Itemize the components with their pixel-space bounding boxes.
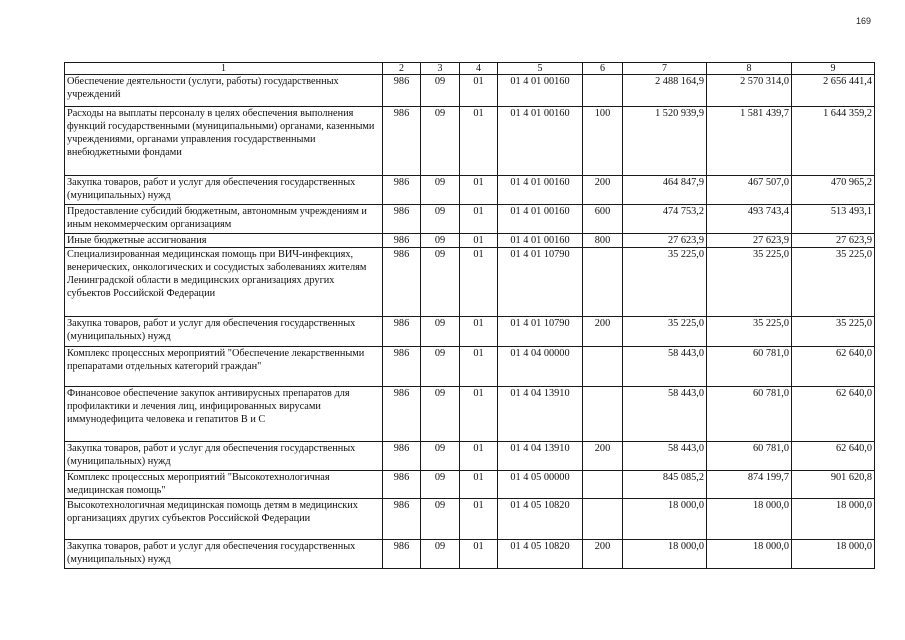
amount-col7: 58 443,0 <box>623 387 707 442</box>
column-header: 2 <box>383 63 421 75</box>
amount-col7: 35 225,0 <box>623 317 707 347</box>
table-row <box>65 107 875 176</box>
section-code: 09 <box>421 75 460 107</box>
row-description: Закупка товаров, работ и услуг для обеспечения государственных (муниципальных) нужд <box>65 442 383 471</box>
table-row <box>65 248 875 317</box>
column-header: 6 <box>583 63 623 75</box>
amount-col8: 35 225,0 <box>707 317 792 347</box>
amount-col8: 60 781,0 <box>707 387 792 442</box>
row-description: Расходы на выплаты персоналу в целях обеспечения выполнения функций государственными (муниципальными) органами, казенными учреждениями, органами управления государственными внебюджетными фондами <box>65 107 383 176</box>
target-article-code: 01 4 01 10790 <box>498 317 583 347</box>
expense-type-code <box>583 471 623 499</box>
amount-col8: 874 199,7 <box>707 471 792 499</box>
target-article-code: 01 4 04 13910 <box>498 442 583 471</box>
ministry-code: 986 <box>383 205 421 234</box>
table-row <box>65 75 875 107</box>
subsection-code: 01 <box>460 248 498 317</box>
ministry-code: 986 <box>383 107 421 176</box>
column-header: 9 <box>792 63 875 75</box>
row-description: Закупка товаров, работ и услуг для обеспечения государственных (муниципальных) нужд <box>65 317 383 347</box>
subsection-code: 01 <box>460 387 498 442</box>
budget-table <box>64 62 875 569</box>
amount-col9: 18 000,0 <box>792 499 875 540</box>
amount-col9: 18 000,0 <box>792 540 875 569</box>
section-code: 09 <box>421 387 460 442</box>
table-row <box>65 540 875 569</box>
row-description: Иные бюджетные ассигнования <box>65 234 383 248</box>
target-article-code: 01 4 05 10820 <box>498 499 583 540</box>
section-code: 09 <box>421 442 460 471</box>
ministry-code: 986 <box>383 499 421 540</box>
table-row <box>65 471 875 499</box>
expense-type-code <box>583 347 623 387</box>
amount-col8: 493 743,4 <box>707 205 792 234</box>
amount-col9: 35 225,0 <box>792 317 875 347</box>
expense-type-code <box>583 387 623 442</box>
subsection-code: 01 <box>460 442 498 471</box>
amount-col8: 1 581 439,7 <box>707 107 792 176</box>
section-code: 09 <box>421 499 460 540</box>
row-description: Комплекс процессных мероприятий "Высокотехнологичная медицинская помощь" <box>65 471 383 499</box>
amount-col9: 1 644 359,2 <box>792 107 875 176</box>
section-code: 09 <box>421 317 460 347</box>
amount-col7: 2 488 164,9 <box>623 75 707 107</box>
section-code: 09 <box>421 234 460 248</box>
target-article-code: 01 4 01 00160 <box>498 75 583 107</box>
expense-type-code: 200 <box>583 442 623 471</box>
expense-type-code: 800 <box>583 234 623 248</box>
target-article-code: 01 4 01 00160 <box>498 234 583 248</box>
ministry-code: 986 <box>383 540 421 569</box>
amount-col9: 62 640,0 <box>792 347 875 387</box>
amount-col7: 1 520 939,9 <box>623 107 707 176</box>
amount-col7: 58 443,0 <box>623 442 707 471</box>
subsection-code: 01 <box>460 107 498 176</box>
table-row <box>65 347 875 387</box>
amount-col9: 2 656 441,4 <box>792 75 875 107</box>
section-code: 09 <box>421 540 460 569</box>
table-row <box>65 205 875 234</box>
target-article-code: 01 4 04 00000 <box>498 347 583 387</box>
column-header: 8 <box>707 63 792 75</box>
amount-col8: 18 000,0 <box>707 540 792 569</box>
expense-type-code: 600 <box>583 205 623 234</box>
subsection-code: 01 <box>460 176 498 205</box>
table-row <box>65 442 875 471</box>
column-number-row <box>65 63 875 75</box>
row-description: Закупка товаров, работ и услуг для обеспечения государственных (муниципальных) нужд <box>65 176 383 205</box>
amount-col7: 464 847,9 <box>623 176 707 205</box>
amount-col9: 62 640,0 <box>792 387 875 442</box>
amount-col9: 513 493,1 <box>792 205 875 234</box>
target-article-code: 01 4 05 10820 <box>498 540 583 569</box>
target-article-code: 01 4 01 00160 <box>498 176 583 205</box>
expense-type-code: 200 <box>583 540 623 569</box>
amount-col8: 35 225,0 <box>707 248 792 317</box>
amount-col8: 60 781,0 <box>707 347 792 387</box>
ministry-code: 986 <box>383 347 421 387</box>
amount-col7: 845 085,2 <box>623 471 707 499</box>
subsection-code: 01 <box>460 75 498 107</box>
ministry-code: 986 <box>383 471 421 499</box>
amount-col7: 474 753,2 <box>623 205 707 234</box>
section-code: 09 <box>421 176 460 205</box>
ministry-code: 986 <box>383 317 421 347</box>
ministry-code: 986 <box>383 387 421 442</box>
amount-col9: 62 640,0 <box>792 442 875 471</box>
expense-type-code: 200 <box>583 317 623 347</box>
ministry-code: 986 <box>383 176 421 205</box>
expense-type-code: 100 <box>583 107 623 176</box>
table-row <box>65 234 875 248</box>
table-row <box>65 387 875 442</box>
row-description: Комплекс процессных мероприятий "Обеспечение лекарственными препаратами отдельных категорий граждан" <box>65 347 383 387</box>
column-header: 3 <box>421 63 460 75</box>
row-description: Высокотехнологичная медицинская помощь детям в медицинских организациях других субъектов Российской Федерации <box>65 499 383 540</box>
target-article-code: 01 4 01 00160 <box>498 205 583 234</box>
amount-col9: 901 620,8 <box>792 471 875 499</box>
row-description: Предоставление субсидий бюджетным, автономным учреждениям и иным некоммерческим организациям <box>65 205 383 234</box>
amount-col8: 467 507,0 <box>707 176 792 205</box>
amount-col9: 27 623,9 <box>792 234 875 248</box>
amount-col8: 18 000,0 <box>707 499 792 540</box>
target-article-code: 01 4 05 00000 <box>498 471 583 499</box>
amount-col9: 35 225,0 <box>792 248 875 317</box>
subsection-code: 01 <box>460 234 498 248</box>
target-article-code: 01 4 01 10790 <box>498 248 583 317</box>
amount-col8: 60 781,0 <box>707 442 792 471</box>
amount-col7: 58 443,0 <box>623 347 707 387</box>
table-row <box>65 176 875 205</box>
row-description: Финансовое обеспечение закупок антивирусных препаратов для профилактики и лечения лиц, инфицированных вирусами иммунодефицита человека и гепатитов В и С <box>65 387 383 442</box>
subsection-code: 01 <box>460 317 498 347</box>
target-article-code: 01 4 04 13910 <box>498 387 583 442</box>
table-row <box>65 317 875 347</box>
subsection-code: 01 <box>460 205 498 234</box>
amount-col7: 35 225,0 <box>623 248 707 317</box>
amount-col8: 27 623,9 <box>707 234 792 248</box>
page-number: 169 <box>855 16 871 26</box>
subsection-code: 01 <box>460 540 498 569</box>
amount-col9: 470 965,2 <box>792 176 875 205</box>
column-header: 4 <box>460 63 498 75</box>
section-code: 09 <box>421 347 460 387</box>
expense-type-code <box>583 499 623 540</box>
section-code: 09 <box>421 248 460 317</box>
expense-type-code <box>583 248 623 317</box>
expense-type-code <box>583 75 623 107</box>
amount-col8: 2 570 314,0 <box>707 75 792 107</box>
subsection-code: 01 <box>460 347 498 387</box>
column-header: 7 <box>623 63 707 75</box>
amount-col7: 27 623,9 <box>623 234 707 248</box>
target-article-code: 01 4 01 00160 <box>498 107 583 176</box>
amount-col7: 18 000,0 <box>623 499 707 540</box>
section-code: 09 <box>421 107 460 176</box>
row-description: Закупка товаров, работ и услуг для обеспечения государственных (муниципальных) нужд <box>65 540 383 569</box>
ministry-code: 986 <box>383 75 421 107</box>
column-header: 5 <box>498 63 583 75</box>
ministry-code: 986 <box>383 234 421 248</box>
amount-col7: 18 000,0 <box>623 540 707 569</box>
expense-type-code: 200 <box>583 176 623 205</box>
ministry-code: 986 <box>383 248 421 317</box>
subsection-code: 01 <box>460 471 498 499</box>
ministry-code: 986 <box>383 442 421 471</box>
section-code: 09 <box>421 471 460 499</box>
subsection-code: 01 <box>460 499 498 540</box>
table-row <box>65 499 875 540</box>
row-description: Специализированная медицинская помощь при ВИЧ-инфекциях, венерических, онкологических и сосудистых заболеваниях жителям Ленинградской области в медицинских организациях других субъектов Российской Федерации <box>65 248 383 317</box>
column-header: 1 <box>65 63 383 75</box>
section-code: 09 <box>421 205 460 234</box>
row-description: Обеспечение деятельности (услуги, работы) государственных учреждений <box>65 75 383 107</box>
